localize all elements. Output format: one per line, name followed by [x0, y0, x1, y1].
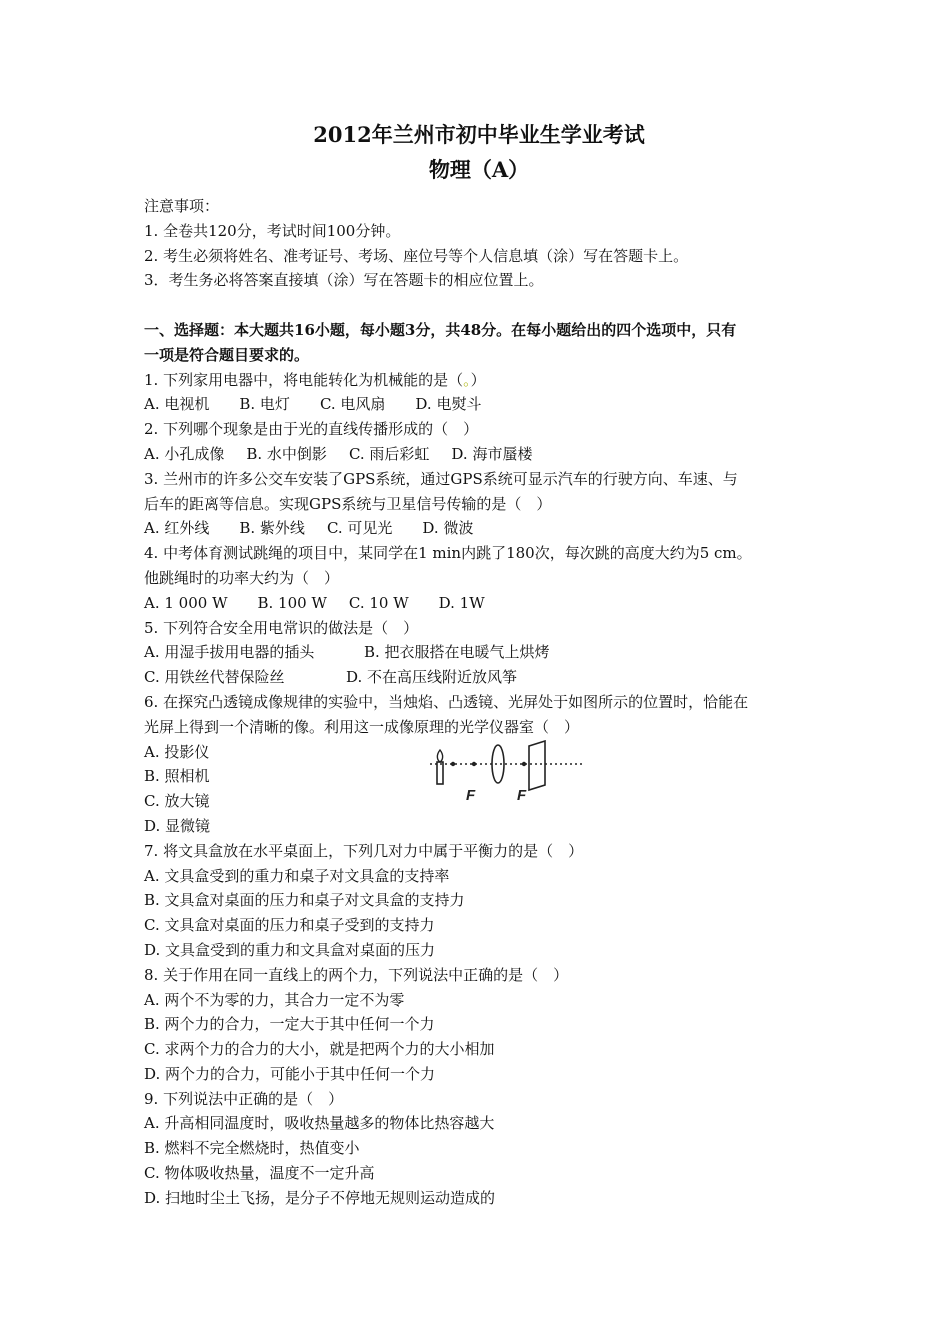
section-heading-cont: 一项是符合题目要求的。: [144, 345, 310, 364]
question-2-stem: 2. 下列哪个现象是由于光的直线传播形成的（ ）: [144, 420, 479, 439]
question-1-mark: 。: [463, 370, 471, 389]
option-a: A. 用湿手拔用电器的插头: [144, 643, 315, 662]
option-c: C. 可见光: [326, 519, 393, 538]
question-3-stem-1: 3. 兰州市的许多公交车安装了GPS系统，通过GPS系统可显示汽车的行驶方向、车速、与: [144, 469, 738, 488]
focal-label-left: F: [466, 786, 476, 804]
candle-icon: [437, 762, 443, 784]
option-d: D. 海市蜃楼: [451, 444, 533, 463]
option-c: C. 电风扇: [319, 395, 386, 414]
option-a: A. 电视机: [144, 395, 210, 414]
option-b: B. 照相机: [144, 767, 210, 786]
option-a: A. 两个不为零的力，其合力一定不为零: [144, 990, 405, 1009]
focal-point-f-right: [522, 762, 526, 766]
option-c: C. 物体吸收热量，温度不一定升高: [144, 1164, 375, 1183]
option-a: A. 1 000 W: [144, 593, 228, 612]
question-9-stem: 9. 下列说法中正确的是（ ）: [144, 1089, 344, 1108]
spacer: [144, 293, 814, 318]
option-b: B. 文具盒对桌面的压力和桌子对文具盒的支持力: [144, 891, 465, 910]
question-5-options-row-2: [144, 665, 814, 690]
option-c: C. 雨后彩虹: [348, 444, 430, 463]
exam-title: 2012年兰州市初中毕业生学业考试: [313, 122, 645, 147]
option-d: D. 文具盒受到的重力和文具盒对桌面的压力: [144, 940, 436, 959]
question-7-stem: 7. 将文具盒放在水平桌面上，下列几对力中属于平衡力的是（ ）: [144, 841, 584, 860]
light-screen-icon: [529, 741, 545, 790]
option-d: D. 扫地时尘土飞扬，是分子不停地无规则运动造成的: [144, 1188, 496, 1207]
focal-point-f-left: [472, 762, 476, 766]
option-b: B. 把衣服搭在电暖气上烘烤: [364, 643, 550, 662]
option-d: D. 电熨斗: [415, 395, 482, 414]
focal-point-2f-left: [451, 762, 455, 766]
section-heading: 一、选择题：本大题共16小题，每小题3分，共48分。在每小题给出的四个选项中，只有: [144, 320, 737, 339]
option-d: D. 微波: [422, 519, 474, 538]
option-d: D. 显微镜: [144, 816, 211, 835]
focal-label-right: F: [517, 786, 527, 804]
question-6-stem-2: 光屏上得到一个清晰的像。利用这一成像原理的光学仪器室（ ）: [144, 717, 580, 736]
option-d: D. 不在高压线附近放风筝: [346, 668, 518, 687]
option-a: A. 投影仪: [144, 742, 210, 761]
option-c: C. 用铁丝代替保险丝: [144, 668, 285, 687]
option-a: A. 小孔成像: [144, 444, 225, 463]
question-1-stem: [144, 368, 814, 393]
option-b: B. 两个力的合力，一定大于其中任何一个力: [144, 1015, 435, 1034]
option-c: C. 放大镜: [144, 792, 210, 811]
notice-item-1: 1. 全卷共120分，考试时间100分钟。: [144, 221, 401, 240]
option-b: B. 水中倒影: [246, 444, 327, 463]
option-c: C. 10 W: [348, 593, 409, 612]
question-4-stem-2: 他跳绳时的功率大约为（ ）: [144, 568, 340, 587]
exam-page: [144, 118, 814, 1211]
question-4-options: [144, 591, 814, 616]
option-c: C. 求两个力的合力的大小，就是把两个力的大小相加: [144, 1040, 495, 1059]
question-5-options-row-1: [144, 640, 814, 665]
option-b: B. 燃料不完全燃烧时，热值变小: [144, 1139, 360, 1158]
exam-subtitle: 物理（A）: [428, 157, 530, 182]
question-1-bracket: ）: [470, 370, 486, 389]
lens-diagram: [426, 740, 586, 806]
option-d: D. 两个力的合力，可能小于其中任何一个力: [144, 1064, 436, 1083]
notice-item-2: 2. 考生必须将姓名、准考证号、考场、座位号等个人信息填（涂）写在答题卡上。: [144, 246, 689, 265]
option-a: A. 文具盒受到的重力和桌子对文具盒的支持率: [144, 866, 450, 885]
option-b: B. 电灯: [239, 395, 290, 414]
question-8-stem: 8. 关于作用在同一直线上的两个力，下列说法中正确的是（ ）: [144, 965, 569, 984]
question-5-stem: 5. 下列符合安全用电常识的做法是（ ）: [144, 618, 419, 637]
question-2-options: [144, 442, 814, 467]
question-4-stem-1: 4. 中考体育测试跳绳的项目中，某同学在1 min内跳了180次，每次跳的高度大约为5 cm。: [144, 544, 752, 563]
question-1-options: [144, 392, 814, 417]
option-d: D. 1W: [438, 593, 485, 612]
flame-icon: [437, 750, 442, 762]
question-6: [144, 690, 814, 839]
question-6-stem-1: 6. 在探究凸透镜成像规律的实验中，当烛焰、凸透镜、光屏处于如图所示的位置时，恰能在: [144, 692, 749, 711]
question-3-options: [144, 516, 814, 541]
option-b: B. 紫外线: [239, 519, 305, 538]
convex-lens-icon: [492, 745, 504, 783]
question-1-text: 1. 下列家用电器中，将电能转化为机械能的是（: [144, 370, 464, 389]
option-a: A. 红外线: [144, 519, 210, 538]
notice-item-3: 3．考生务必将答案直接填（涂）写在答题卡的相应位置上。: [144, 271, 544, 290]
option-c: C. 文具盒对桌面的压力和桌子受到的支持力: [144, 916, 435, 935]
option-a: A. 升高相同温度时，吸收热量越多的物体比热容越大: [144, 1114, 495, 1133]
option-b: B. 100 W: [257, 593, 327, 612]
notice-heading: 注意事项：: [144, 197, 220, 215]
question-3-stem-2: 后车的距离等信息。实现GPS系统与卫星信号传输的是（ ）: [144, 494, 552, 513]
